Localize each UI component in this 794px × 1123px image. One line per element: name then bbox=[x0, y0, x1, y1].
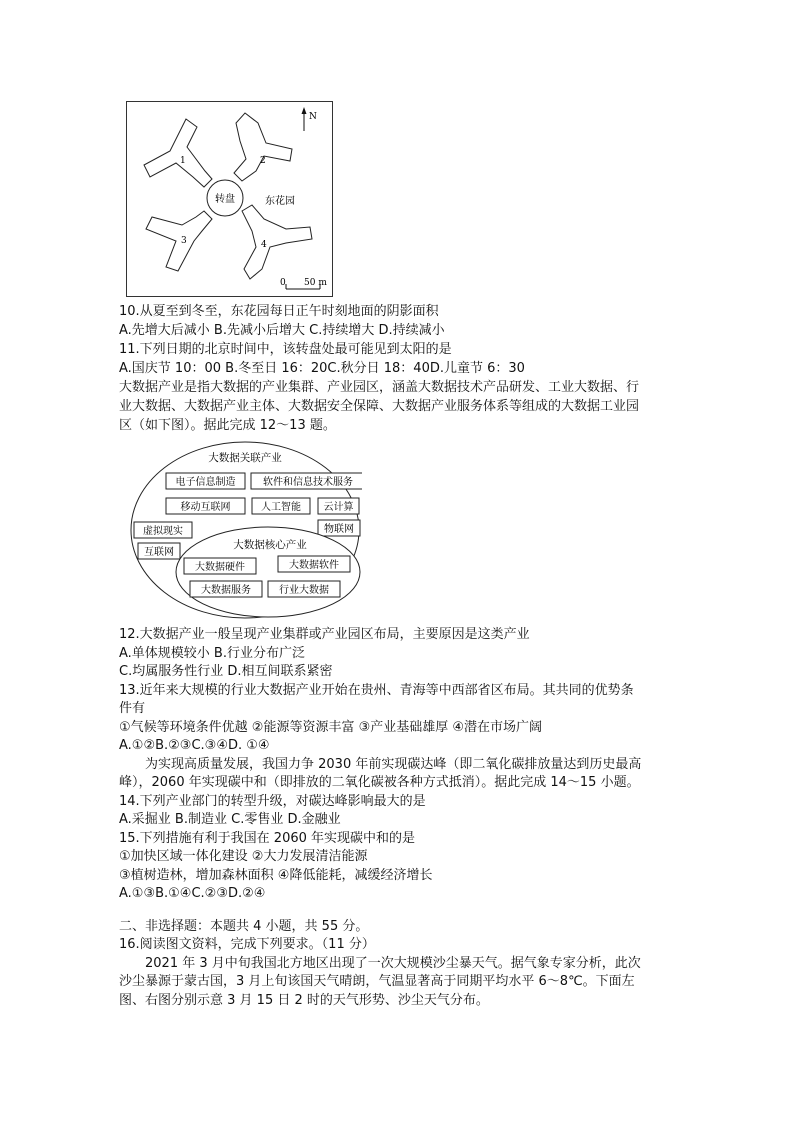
scale-zero-label: 0 bbox=[280, 278, 286, 288]
q15-stem: 15.下列措施有利于我国在 2060 年实现碳中和的是 bbox=[119, 831, 416, 846]
passage-line-2: 业大数据、大数据产业主体、大数据安全保障、大数据产业服务体系等组成的大数据工业园 bbox=[119, 399, 640, 414]
section-two-heading: 二、非选择题：本题共 4 小题，共 55 分。 bbox=[119, 919, 369, 934]
north-label: N bbox=[309, 112, 317, 122]
q12-options-cd: C.均属服务性行业 D.相互间联系紧密 bbox=[119, 664, 333, 679]
building-4-label: 4 bbox=[261, 240, 267, 250]
east-garden-label: 东花园 bbox=[265, 196, 295, 207]
q15-items-2: ③植树造林，增加森林面积 ④降低能耗，减缓经济增长 bbox=[119, 868, 433, 883]
outer-box-mobile-internet: 移动互联网 bbox=[180, 502, 231, 513]
passage-line-1: 大数据产业是指大数据的产业集群、产业园区，涵盖大数据技术产品研发、工业大数据、行 bbox=[119, 380, 640, 395]
outer-box-ai: 人工智能 bbox=[261, 502, 301, 513]
building-2-label: 2 bbox=[260, 156, 266, 166]
outer-box-software-it: 软件和信息技术服务 bbox=[263, 477, 353, 488]
q16-passage-2: 沙尘暴源于蒙古国，3 月上旬该国天气晴朗，气温显著高于同期平均水平 6～8℃。下面左 bbox=[119, 974, 635, 989]
q11-options: A.国庆节 10：00 B.冬至日 16：20C.秋分日 18：40D.儿童节 6：30 bbox=[119, 361, 525, 376]
roundabout-label: 转盘 bbox=[215, 194, 235, 205]
q14-stem: 14.下列产业部门的转型升级，对碳达峰影响最大的是 bbox=[119, 794, 426, 809]
q10-options: A.先增大后减小 B.先减小后增大 C.持续增大 D.持续减小 bbox=[119, 323, 445, 338]
q13-items: ①气候等环境条件优越 ②能源等资源丰富 ③产业基础雄厚 ④潜在市场广阔 bbox=[119, 720, 543, 735]
outer-box-vr: 虚拟现实 bbox=[143, 526, 183, 537]
carbon-passage-2: 峰），2060 年实现碳中和（即排放的二氧化碳被各种方式抵消）。据此完成 14～15 小题。 bbox=[119, 775, 640, 790]
outer-box-electronics: 电子信息制造 bbox=[175, 477, 236, 488]
q10-stem: 10.从夏至到冬至，东花园每日正午时刻地面的阴影面积 bbox=[119, 304, 439, 319]
passage-line-3: 区（如下图）。据此完成 12～13 题。 bbox=[119, 418, 336, 433]
q16-stem: 16.阅读图文资料，完成下列要求。（11 分） bbox=[119, 937, 375, 952]
q15-options: A.①③B.①④C.②③D.②④ bbox=[119, 886, 266, 901]
outer-box-iot: 物联网 bbox=[324, 524, 354, 535]
q13-stem-1: 13.近年来大规模的行业大数据产业开始在贵州、青海等中西部省区布局。其共同的优势条 bbox=[119, 683, 634, 698]
q16-passage-3: 图、右图分别示意 3 月 15 日 2 时的天气形势、沙尘天气分布。 bbox=[119, 993, 489, 1008]
inner-title: 大数据核心产业 bbox=[233, 539, 307, 551]
q15-items-1: ①加快区域一体化建设 ②大力发展清洁能源 bbox=[119, 849, 368, 864]
q12-options-ab: A.单体规模较小 B.行业分布广泛 bbox=[119, 646, 305, 661]
q16-passage-1: 2021 年 3 月中旬我国北方地区出现了一次大规模沙尘暴天气。据气象专家分析，此次 bbox=[119, 956, 641, 971]
campus-map-figure bbox=[126, 101, 333, 297]
outer-box-cloud: 云计算 bbox=[323, 502, 354, 513]
inner-box-software: 大数据软件 bbox=[289, 560, 339, 571]
q13-options: A.①②B.②③C.③④D. ①④ bbox=[119, 738, 270, 753]
big-data-industry-diagram bbox=[128, 440, 362, 620]
outer-title: 大数据关联产业 bbox=[208, 452, 282, 464]
inner-box-services: 大数据服务 bbox=[201, 585, 251, 596]
building-3-label: 3 bbox=[181, 236, 187, 246]
q13-stem-2: 件有 bbox=[119, 701, 146, 716]
q11-stem: 11.下列日期的北京时间中，该转盘处最可能见到太阳的是 bbox=[119, 342, 452, 357]
inner-box-hardware: 大数据硬件 bbox=[195, 562, 245, 573]
inner-box-industry-data: 行业大数据 bbox=[279, 585, 329, 596]
building-1-label: 1 bbox=[180, 156, 186, 166]
scale-distance-label: 50 m bbox=[304, 278, 327, 288]
q12-stem: 12.大数据产业一般呈现产业集群或产业园区布局，主要原因是这类产业 bbox=[119, 627, 530, 642]
q14-options: A.采掘业 B.制造业 C.零售业 D.金融业 bbox=[119, 812, 341, 827]
carbon-passage-1: 为实现高质量发展，我国力争 2030 年前实现碳达峰（即二氧化碳排放量达到历史最高 bbox=[119, 757, 642, 772]
outer-box-internet: 互联网 bbox=[144, 547, 174, 558]
